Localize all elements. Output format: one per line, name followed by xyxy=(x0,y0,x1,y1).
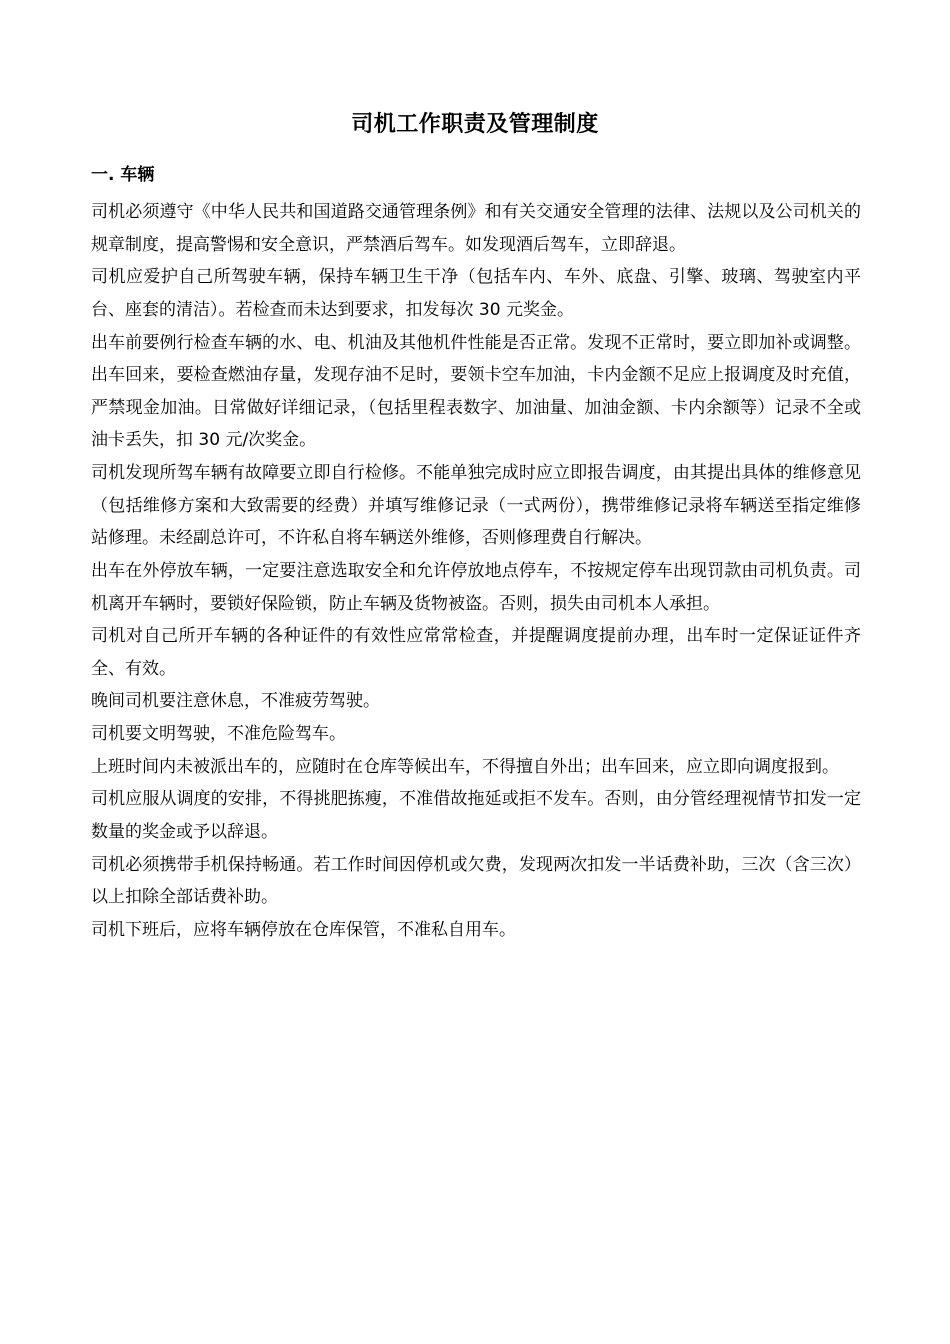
paragraph: 出车前要例行检查车辆的水、电、机油及其他机件性能是否正常。发现不正常时，要立即加补或调整。出车回来，要检查燃油存量，发现存油不足时，要领卡空车加油，卡内金额不足应上报调度及时充值，严禁现金加油。日常做好详细记录，（包括里程表数字、加油量、加油金额、卡内余额等）记录不全或油卡丢失，扣 30 元/次奖金。 xyxy=(91,332,861,451)
paragraph: 司机发现所驾车辆有故障要立即自行检修。不能单独完成时应立即报告调度，由其提出具体的维修意见（包括维修方案和大致需要的经费）并填写维修记录（一式两份），携带维修记录将车辆送至指定维修站修理。未经副总许可，不许私自将车辆送外维修，否则修理费自行解决。 xyxy=(91,463,861,549)
paragraph: 晚间司机要注意休息，不准疲劳驾驶。 xyxy=(91,691,380,712)
paragraph: 上班时间内未被派出车的，应随时在仓库等候出车，不得擅自外出；出车回来，应立即向调度报到。 xyxy=(91,756,839,777)
paragraph: 司机应服从调度的安排，不得挑肥拣瘦，不准借故拖延或拒不发车。否则，由分管经理视情节扣发一定数量的奖金或予以辞退。 xyxy=(91,789,861,842)
document-title: 司机工作职责及管理制度 xyxy=(351,112,599,137)
paragraph: 司机应爱护自己所驾驶车辆，保持车辆卫生干净（包括车内、车外、底盘、引擎、玻璃、驾驶室内平台、座套的清洁）。若检查而未达到要求，扣发每次 30 元奖金。 xyxy=(91,267,861,320)
paragraph: 司机要文明驾驶，不准危险驾车。 xyxy=(91,724,346,744)
paragraph: 司机必须携带手机保持畅通。若工作时间因停机或欠费，发现两次扣发一半话费补助，三次（含三次）以上扣除全部话费补助。 xyxy=(91,854,861,908)
paragraph: 司机下班后，应将车辆停放在仓库保管，不准私自用车。 xyxy=(91,919,516,940)
paragraph: 出车在外停放车辆，一定要注意选取安全和允许停放地点停车，不按规定停车出现罚款由司机负责。司机离开车辆时，要锁好保险锁，防止车辆及货物被盗。否则，损失由司机本人承担。 xyxy=(91,560,861,614)
paragraph: 司机对自己所开车辆的各种证件的有效性应常常检查，并提醒调度提前办理，出车时一定保证证件齐全、有效。 xyxy=(91,626,861,679)
paragraph: 司机必须遵守《中华人民共和国道路交通管理条例》和有关交通安全管理的法律、法规以及公司机关的规章制度，提高警惕和安全意识，严禁酒后驾车。如发现酒后驾车，立即辞退。 xyxy=(91,202,861,255)
document-body xyxy=(91,196,861,946)
section-heading: 一. 车辆 xyxy=(91,165,155,185)
